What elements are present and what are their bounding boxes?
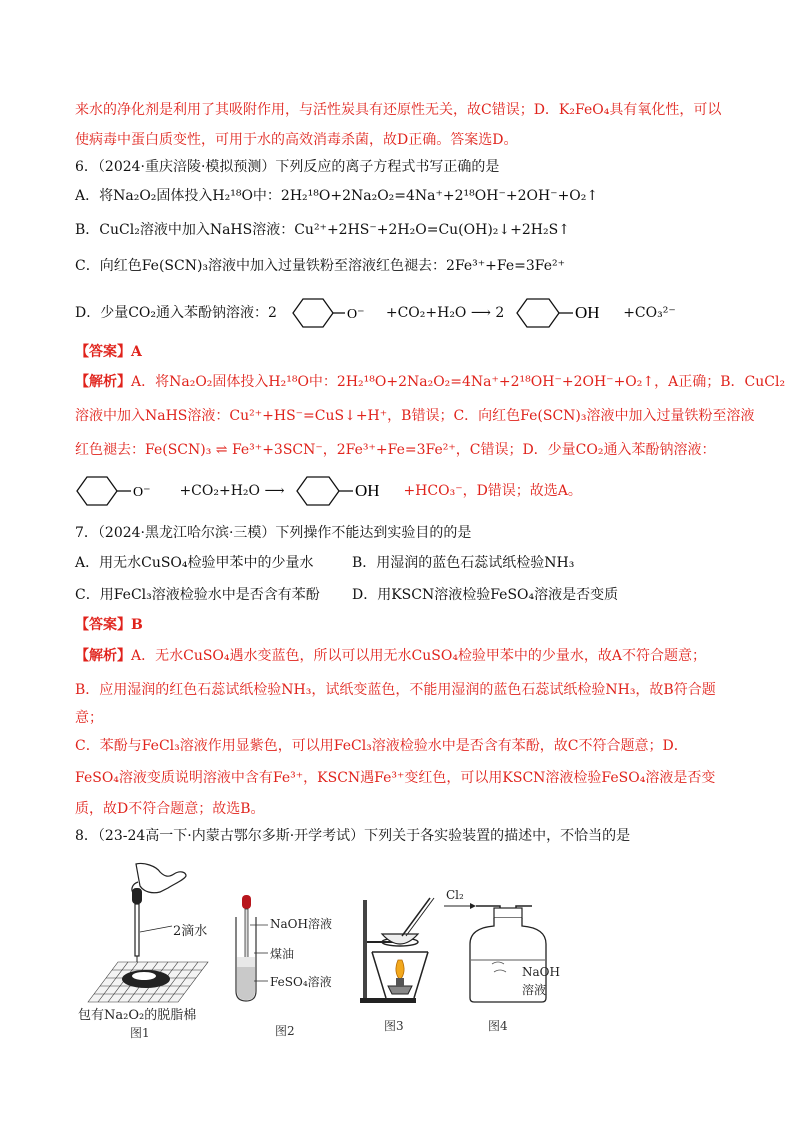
fig2-naoh-label: NaOH溶液 [270, 917, 332, 931]
q6-answer [75, 342, 730, 362]
fig3-caption: 图3 [384, 1019, 404, 1033]
fig4-solution-label: 溶液 [522, 983, 547, 997]
q7-explanation-line-5: FeSO₄溶液变质说明溶液中含有Fe³⁺，KSCN遇Fe³⁺变红色，可以用KSCN溶液检验FeSO₄溶液是否变 [75, 770, 716, 786]
figure-4 [440, 888, 580, 1035]
q7-explanation-line-6: 质，故D不符合题意；故选B。 [75, 801, 265, 817]
phenoxide-structure-2 [75, 474, 175, 508]
phenol-structure-2 [289, 474, 399, 508]
q6-explanation-line-1 [75, 372, 786, 392]
phenol-structure [509, 296, 619, 330]
q7-answer [75, 615, 730, 635]
q6-d-prefix: D．少量CO₂通入苯酚钠溶液：2 [75, 305, 277, 321]
o-minus-label-2: O⁻ [133, 485, 151, 500]
q6-exp4-middle: +CO₂+H₂O ⟶ [179, 483, 285, 499]
q7-explanation-line-3: 意； [75, 710, 103, 726]
answer-tag-7: 【答案】B [75, 617, 143, 633]
figure-1 [78, 862, 248, 1040]
fig2-feso4-label: FeSO₄溶液 [270, 975, 332, 989]
answer-tag: 【答案】A [75, 344, 142, 360]
fig4-naoh-label: NaOH [522, 965, 560, 979]
o-minus-label: O⁻ [347, 307, 365, 322]
fig4-caption: 图4 [488, 1019, 508, 1033]
prev-explanation-line-2: 使病毒中蛋白质变性，可用于水的高效消毒杀菌，故D正确。答案选D。 [75, 132, 518, 148]
q6-exp4-suffix: +HCO₃⁻，D错误；故选A。 [403, 483, 582, 499]
q7-option-d: D．用KSCN溶液检验FeSO₄溶液是否变质 [352, 587, 619, 603]
q6-explanation-line-2: 溶液中加入NaHS溶液：Cu²⁺+HS⁻=CuS↓+H⁺，B错误；C．向红色Fe(SCN)₃溶液中加入过量铁粉至溶液 [75, 408, 755, 424]
q6-d-suffix: +CO₃²⁻ [623, 305, 676, 321]
prev-explanation-line-1: 来水的净化剂是利用了其吸附作用，与活性炭具有还原性无关，故C错误；D．K₂FeO₄具有氧化性，可以 [75, 102, 722, 118]
fig4-cl2-label: Cl₂ [446, 888, 464, 902]
q6-option-d [75, 296, 730, 330]
figure-4-drawing [440, 888, 580, 1008]
q6-option-a: A．将Na₂O₂固体投入H₂¹⁸O中：2H₂¹⁸O+2Na₂O₂=4Na⁺+2¹⁸OH⁻+2OH⁻+O₂↑ [75, 188, 599, 204]
oh-label: OH [574, 303, 600, 322]
q7-options-row-1 [75, 553, 730, 573]
explanation-tag: 【解析】 [75, 374, 131, 390]
fig2-caption: 图2 [275, 1024, 295, 1038]
figure-2 [232, 895, 362, 1038]
q8-stem: 8．（23-24高一下·内蒙古鄂尔多斯·开学考试）下列关于各实验装置的描述中，不恰当的是 [75, 828, 631, 844]
fig2-kerosene-label: 煤油 [270, 947, 295, 961]
q6-option-c: C．向红色Fe(SCN)₃溶液中加入过量铁粉至溶液红色褪去：2Fe³⁺+Fe=3Fe²⁺ [75, 258, 566, 274]
q7-stem: 7．（2024·黑龙江哈尔滨·三模）下列操作不能达到实验目的的是 [75, 525, 472, 541]
q7-exp-text-1: A．无水CuSO₄遇水变蓝色，所以可以用无水CuSO₄检验甲苯中的少量水，故A不符合题意； [131, 648, 707, 664]
fig1-water-label: 2滴水 [173, 924, 208, 939]
phenoxide-structure [281, 296, 381, 330]
q7-options-row-2 [75, 585, 730, 605]
q6-explanation-line-4 [75, 474, 730, 508]
q7-option-b: B．用湿润的蓝色石蕊试纸检验NH₃ [352, 555, 575, 571]
q7-option-c: C．用FeCl₃溶液检验水中是否含有苯酚 [75, 587, 320, 603]
q6-stem: 6．（2024·重庆涪陵·模拟预测）下列反应的离子方程式书写正确的是 [75, 159, 500, 175]
oh-label-2: OH [355, 481, 380, 500]
q6-exp-text-1: A．将Na₂O₂固体投入H₂¹⁸O中：2H₂¹⁸O+2Na₂O₂=4Na⁺+2¹⁸OH⁻+2OH⁻+O₂↑，A正确；B．CuCl₂ [131, 374, 786, 390]
q6-explanation-line-3: 红色褪去：Fe(SCN)₃ ⇌ Fe³⁺+3SCN⁻，2Fe³⁺+Fe=3Fe²⁺，C错误；D．少量CO₂通入苯酚钠溶液： [75, 442, 716, 458]
q6-option-b: B．CuCl₂溶液中加入NaHS溶液：Cu²⁺+2HS⁻+2H₂O=Cu(OH)₂↓+2H₂S↑ [75, 222, 570, 238]
q7-explanation-line-2: B．应用湿润的红色石蕊试纸检验NH₃，试纸变蓝色，不能用湿润的蓝色石蕊试纸检验NH₃，故B符合题 [75, 682, 716, 698]
q7-explanation-line-1 [75, 646, 730, 666]
q7-explanation-line-4: C．苯酚与FeCl₃溶液作用显紫色，可以用FeCl₃溶液检验水中是否含有苯酚，故C不符合题意；D． [75, 738, 688, 754]
q6-d-middle: +CO₂+H₂O ⟶ 2 [385, 305, 505, 321]
explanation-tag-7: 【解析】 [75, 648, 131, 664]
fig1-caption: 图1 [130, 1026, 150, 1040]
q7-option-a: A．用无水CuSO₄检验甲苯中的少量水 [75, 555, 314, 571]
fig1-cotton-label: 包有Na₂O₂的脱脂棉 [78, 1008, 197, 1023]
